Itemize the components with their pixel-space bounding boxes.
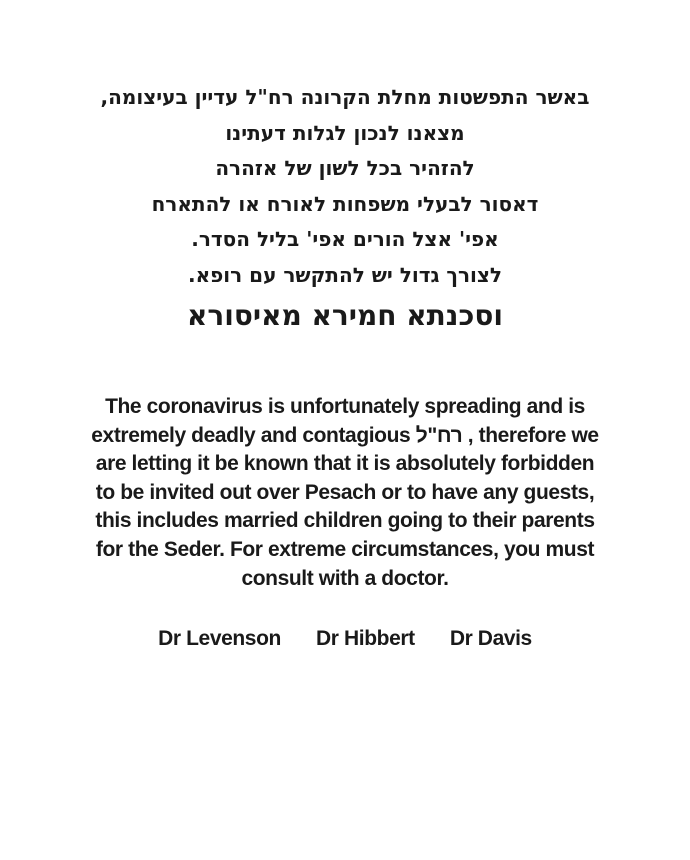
hebrew-line: מצאנו לנכון לגלות דעתינו (225, 120, 465, 145)
english-line: for the Seder. For extreme circumstances, you must (95, 537, 595, 561)
english-line: The coronavirus is unfortunately spreading and is (105, 395, 585, 418)
english-notice (60, 393, 630, 593)
hebrew-line: דאסור לבעלי משפחות לאורח או להתארח (151, 191, 539, 216)
english-line: this includes married children going to their parents (95, 509, 595, 533)
english-line: extremely deadly and contagious רח"ל , therefore we (91, 423, 599, 447)
hebrew-line: אפי' אצל הורים אפי' בליל הסדר. (191, 227, 499, 251)
signature-levenson: Dr Levenson (158, 627, 281, 650)
signatures (60, 627, 630, 651)
hebrew-line: באשר התפשטות מחלת הקרונה רח"ל עדיין בעיצומה, (100, 85, 590, 109)
signature-davis: Dr Davis (449, 627, 532, 650)
hebrew-line: לצורך גדול יש להתקשר עם רופא. (187, 262, 503, 287)
english-line: consult with a doctor. (241, 566, 449, 590)
hebrew-notice (60, 80, 630, 339)
english-line: are letting it be known that it is absolutely forbidden (95, 452, 595, 476)
signature-hibbert: Dr Hibbert (316, 627, 415, 650)
english-line: to be invited out over Pesach or to have any guests, (95, 480, 595, 504)
hebrew-line: להזהיר בכל לשון של אזהרה (215, 156, 475, 180)
hebrew-title: וסכנתא חמירא מאיסורא (187, 299, 503, 332)
